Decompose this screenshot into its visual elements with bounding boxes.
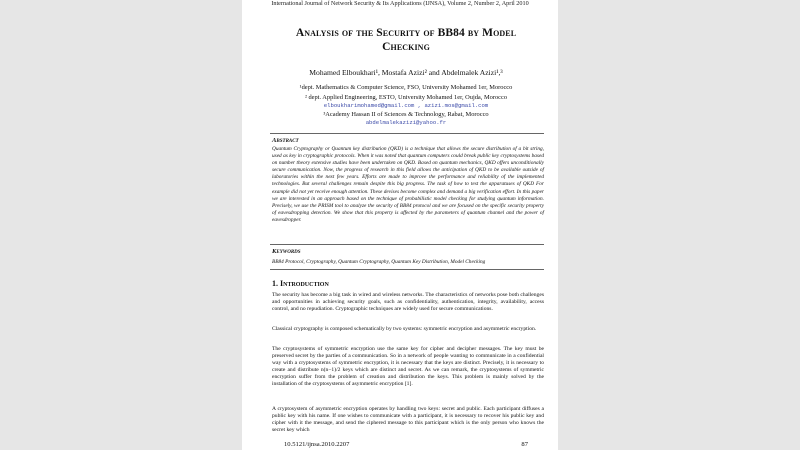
footer-doi: 10.5121/ijnsa.2010.2207 xyxy=(284,441,350,448)
keywords-text: BB84 Protocol, Cryptography, Quantum Cryptography, Quantum Key Distribution, Model Checking xyxy=(272,259,486,265)
author-email-2[interactable]: abdelmalekazizi@yahoo.fr xyxy=(365,119,447,126)
abstract-text: Quantum Cryptography or Quantum key distribution (QKD) is a technique that allows the secure distribution of a bit string, used as key in cryptographic protocols. When it was noted that quantum computers could break public key cryptosystems based on number theory extensive studies have been undertaken on QKD. Based on quantum mechanics, QKD offers unconditionally secure communication. Now, the progress of research in this field allows the anticipation of QKD to be available outside of laboratories within the next few years. Efforts are made to improve the performance and reliability of the implemented technologies. But several challenges remain despite this big progress. The task of how to test the apparatuses of QKD For example did not yet receive enough attention. These devises become complex and demand a big verification effort. In this paper we are interested in an approach based on the technique of probabilistic model checking for studying quantum information. Precisely, we use the PRISM tool to analyze the security of BB84 protocol and we are focused on the specific security property of eavesdropping detection. We show that this property is affected by the parameters of quantum channel and the power of eavesdropper. xyxy=(272,146,544,223)
paper-title xyxy=(262,26,550,54)
footer-page-number: 87 xyxy=(521,441,528,448)
author-list: Mohamed Elboukhari¹, Mostafa Azizi² and Abdelmalek Azizi¹,³ xyxy=(309,68,503,77)
affiliation-1: ¹dept. Mathematics & Computer Science, FSO, University Mohamed 1er, Morocco xyxy=(299,84,513,91)
divider-keywords xyxy=(270,269,544,270)
intro-paragraph-1: The security has become a big task in wired and wireless networks. The characteristics of networks pose both challenges and opportunities in achieving security goals, such as confidentiality, authentication, integrity, availability, access control, and no repudiation. Cryptographic techniques are widely used for secure communications. xyxy=(272,292,544,313)
intro-paragraph-3: The cryptosystems of symmetric encryption use the same key for cipher and decipher messages. The key must be preserved secret by the parties of a communication. So in a network of people wanting to communicate in a confidential way with a cryptosystems of symmetric encryption, it is necessary that the keys are distinct. Precisely, it is necessary to create and distribute n(n−1)/2 keys which are distinct and secret. As we can remark, the cryptosystems of symmetric encryption suffer from the problem of creation and distribution the keys. This problem is mainly solved by the installation of the cryptosystems of asymmetric encryption [1]. xyxy=(272,346,544,388)
paper-title-line-2: Checking xyxy=(382,41,430,53)
divider-top xyxy=(270,133,544,134)
intro-paragraph-2: Classical cryptography is composed schematically by two systems: symmetric encryption and asymmetric encryption. xyxy=(272,326,537,332)
abstract-heading: Abstract xyxy=(272,137,299,144)
intro-paragraph-4: A cryptosystem of asymmetric encryption operates by handling two keys: secret and public. Each participant diffuses a public key with his name. If one wishes to communicate with a participant, it is necessary to recover his public key and cipher with it the message, and send the ciphered message to this participant which is the only person who knows the secret key which xyxy=(272,406,544,434)
keywords-heading: Keywords xyxy=(272,248,301,255)
affiliation-3: ³Academy Hassan II of Sciences & Technology, Rabat, Morocco xyxy=(323,111,489,118)
section-heading-introduction: 1. Introduction xyxy=(272,279,329,288)
paper-title-line-1: Analysis of the Security of BB84 by Model xyxy=(295,27,517,39)
author-emails[interactable]: elboukharimohamed@gmail.com , azizi.mos@gmail.com xyxy=(323,102,489,109)
divider-abstract xyxy=(270,244,544,245)
journal-header: International Journal of Network Security & Its Applications (IJNSA), Volume 2, Number 2, April 2010 xyxy=(271,0,529,7)
document-page xyxy=(242,0,558,450)
affiliation-2: ² dept. Applied Engineering, ESTO, University Mohamed 1er, Oujda, Morocco xyxy=(304,94,508,101)
